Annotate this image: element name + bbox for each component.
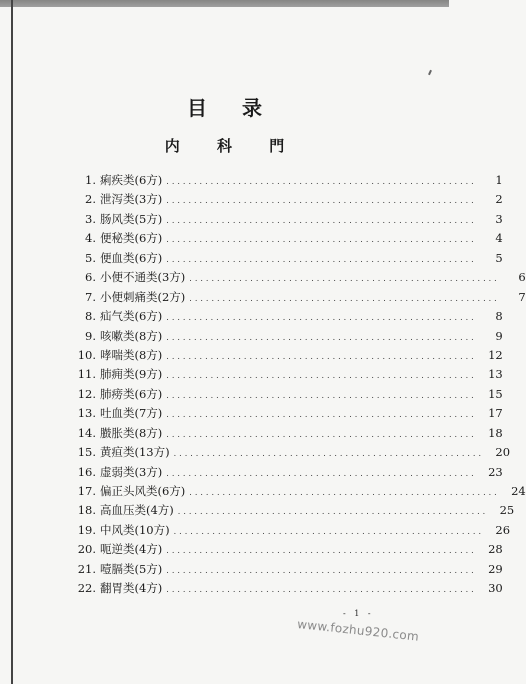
toc-entry[interactable] — [72, 249, 503, 268]
toc-entry-page: 23 — [488, 464, 503, 479]
toc-leader-dots: ........................................................ — [166, 177, 477, 186]
toc-entry-title: 偏正头风类(6方) — [100, 484, 186, 498]
toc-entry-page: 29 — [488, 561, 503, 576]
toc-entry[interactable] — [72, 482, 526, 501]
toc-entry[interactable] — [72, 190, 503, 209]
toc-leader-dots: ........................................................ — [189, 488, 500, 497]
toc-entry-number: 10. — [77, 347, 96, 362]
toc-entry-page: 5 — [495, 250, 503, 265]
toc-entry-page: 20 — [495, 445, 511, 460]
toc-entry[interactable] — [72, 560, 503, 579]
toc-entry-page: 17 — [488, 406, 503, 421]
toc-entry-page: 9 — [495, 328, 503, 343]
toc-leader-dots: ........................................................ — [166, 332, 477, 342]
toc-entry-number: 17. — [77, 484, 96, 498]
toc-entry[interactable] — [72, 327, 503, 346]
toc-entry-page: 8 — [495, 309, 503, 324]
toc-entry-title: 肺痈类(9方) — [100, 367, 163, 382]
toc-entry[interactable] — [72, 385, 503, 404]
toc-entry-title: 泄泻类(3方) — [100, 192, 163, 207]
page-number-marks: - 1 - — [343, 609, 374, 618]
toc-entry-title: 肺痨类(6方) — [100, 386, 163, 401]
toc-leader-dots: ........................................................ — [166, 254, 477, 264]
toc-entry-number: 5. — [85, 250, 96, 265]
toc-leader-dots: ........................................................ — [166, 429, 477, 439]
toc-leader-dots: ........................................................ — [166, 215, 477, 225]
toc-entry-title: 臌胀类(8方) — [100, 425, 163, 440]
toc-entry-page: 7 — [518, 289, 526, 304]
toc-entry-page: 3 — [495, 211, 503, 226]
toc-entry-title: 小便不通类(3方) — [100, 270, 186, 285]
toc-entry[interactable] — [72, 501, 515, 520]
toc-leader-dots: ........................................................ — [177, 507, 489, 517]
toc-entry-number: 9. — [85, 328, 96, 343]
toc-entry-title: 咳嗽类(8方) — [100, 328, 163, 343]
toc-entry-page: 25 — [499, 503, 515, 518]
toc-entry-page: 18 — [488, 425, 503, 440]
toc-entry-title: 噎膈类(5方) — [100, 561, 163, 576]
toc-entry[interactable] — [72, 540, 503, 559]
toc-entry-number: 19. — [77, 522, 96, 537]
toc-entry-title: 便血类(6方) — [100, 250, 163, 265]
table-of-contents — [72, 171, 526, 599]
toc-entry[interactable] — [72, 307, 503, 326]
toc-entry[interactable] — [72, 579, 503, 598]
toc-entry[interactable] — [72, 171, 503, 190]
toc-entry[interactable] — [72, 229, 503, 248]
watermark: www.fozhu920.com — [296, 617, 420, 644]
toc-leader-dots: ........................................................ — [173, 526, 485, 536]
toc-entry-title: 哮喘类(8方) — [100, 347, 163, 362]
toc-entry-number: 8. — [85, 309, 96, 324]
toc-entry-number: 11. — [77, 367, 96, 382]
toc-entry-number: 1. — [85, 173, 96, 187]
toc-entry-page: 28 — [488, 542, 503, 557]
toc-leader-dots: ........................................................ — [166, 410, 477, 420]
toc-entry[interactable] — [72, 210, 503, 229]
toc-entry-page: 4 — [495, 231, 503, 246]
toc-entry-number: 7. — [85, 289, 96, 304]
toc-entry-title: 小便刺痛类(2方) — [100, 289, 186, 304]
toc-entry[interactable] — [72, 404, 503, 423]
toc-leader-dots: ........................................................ — [189, 293, 500, 303]
toc-entry-number: 20. — [77, 542, 96, 557]
toc-entry-page: 24 — [511, 484, 526, 498]
toc-entry-number: 13. — [77, 406, 96, 421]
toc-leader-dots: ........................................................ — [166, 371, 477, 381]
toc-entry[interactable] — [72, 443, 511, 462]
toc-entry[interactable] — [72, 365, 503, 384]
toc-leader-dots: ........................................................ — [166, 196, 477, 206]
toc-leader-dots: ........................................................ — [166, 565, 477, 575]
toc-entry[interactable] — [72, 288, 526, 307]
toc-entry-title: 吐血类(7方) — [100, 406, 163, 421]
toc-entry-page: 13 — [488, 367, 503, 382]
toc-entry-page: 2 — [495, 192, 503, 207]
toc-entry[interactable] — [72, 346, 503, 365]
toc-entry-number: 16. — [77, 464, 96, 479]
toc-entry-title: 黄疸类(13方) — [100, 445, 170, 460]
toc-entry-number: 3. — [85, 211, 96, 226]
toc-leader-dots: ........................................................ — [189, 274, 500, 284]
scan-edge-strip — [0, 0, 449, 7]
toc-entry-number: 21. — [77, 561, 96, 576]
toc-leader-dots: ........................................................ — [173, 449, 485, 459]
toc-leader-dots: ........................................................ — [166, 546, 477, 556]
section-title: 内 科 門 — [164, 137, 301, 155]
toc-entry-title: 疝气类(6方) — [100, 309, 163, 324]
toc-entry-number: 4. — [85, 231, 96, 246]
toc-leader-dots: ........................................................ — [166, 313, 477, 323]
toc-entry-page: 15 — [488, 386, 503, 401]
toc-entry-number: 6. — [85, 270, 96, 285]
toc-entry[interactable] — [72, 424, 503, 443]
toc-entry-title: 呃逆类(4方) — [100, 542, 163, 557]
toc-entry-page: 12 — [488, 347, 503, 362]
toc-leader-dots: ........................................................ — [166, 585, 477, 595]
toc-entry-page: 30 — [488, 581, 503, 596]
toc-entry[interactable] — [72, 463, 503, 482]
toc-entry-page: 6 — [518, 270, 526, 285]
toc-entry-number: 22. — [77, 581, 96, 596]
toc-entry[interactable] — [72, 268, 526, 287]
scan-speck — [428, 70, 432, 75]
toc-leader-dots: ........................................................ — [166, 468, 477, 478]
toc-entry[interactable] — [72, 521, 511, 540]
toc-leader-dots: ........................................................ — [166, 235, 477, 245]
toc-entry-title: 痢疾类(6方) — [100, 173, 163, 187]
toc-entry-title: 高血压类(4方) — [100, 503, 174, 518]
toc-entry-title: 肠风类(5方) — [100, 211, 163, 226]
toc-entry-title: 便秘类(6方) — [100, 231, 163, 246]
toc-entry-page: 1 — [495, 173, 503, 187]
toc-entry-title: 虚弱类(3方) — [100, 464, 163, 479]
toc-entry-number: 15. — [77, 445, 96, 460]
toc-entry-title: 中风类(10方) — [100, 522, 170, 537]
toc-entry-number: 12. — [77, 386, 96, 401]
toc-leader-dots: ........................................................ — [166, 390, 477, 400]
page-title: 目 录 — [187, 96, 276, 120]
toc-entry-number: 14. — [77, 425, 96, 440]
toc-entry-number: 2. — [85, 192, 96, 207]
toc-entry-title: 翻胃类(4方) — [100, 581, 163, 596]
toc-entry-page: 26 — [495, 522, 511, 537]
toc-leader-dots: ........................................................ — [166, 351, 477, 361]
toc-entry-number: 18. — [77, 503, 96, 518]
